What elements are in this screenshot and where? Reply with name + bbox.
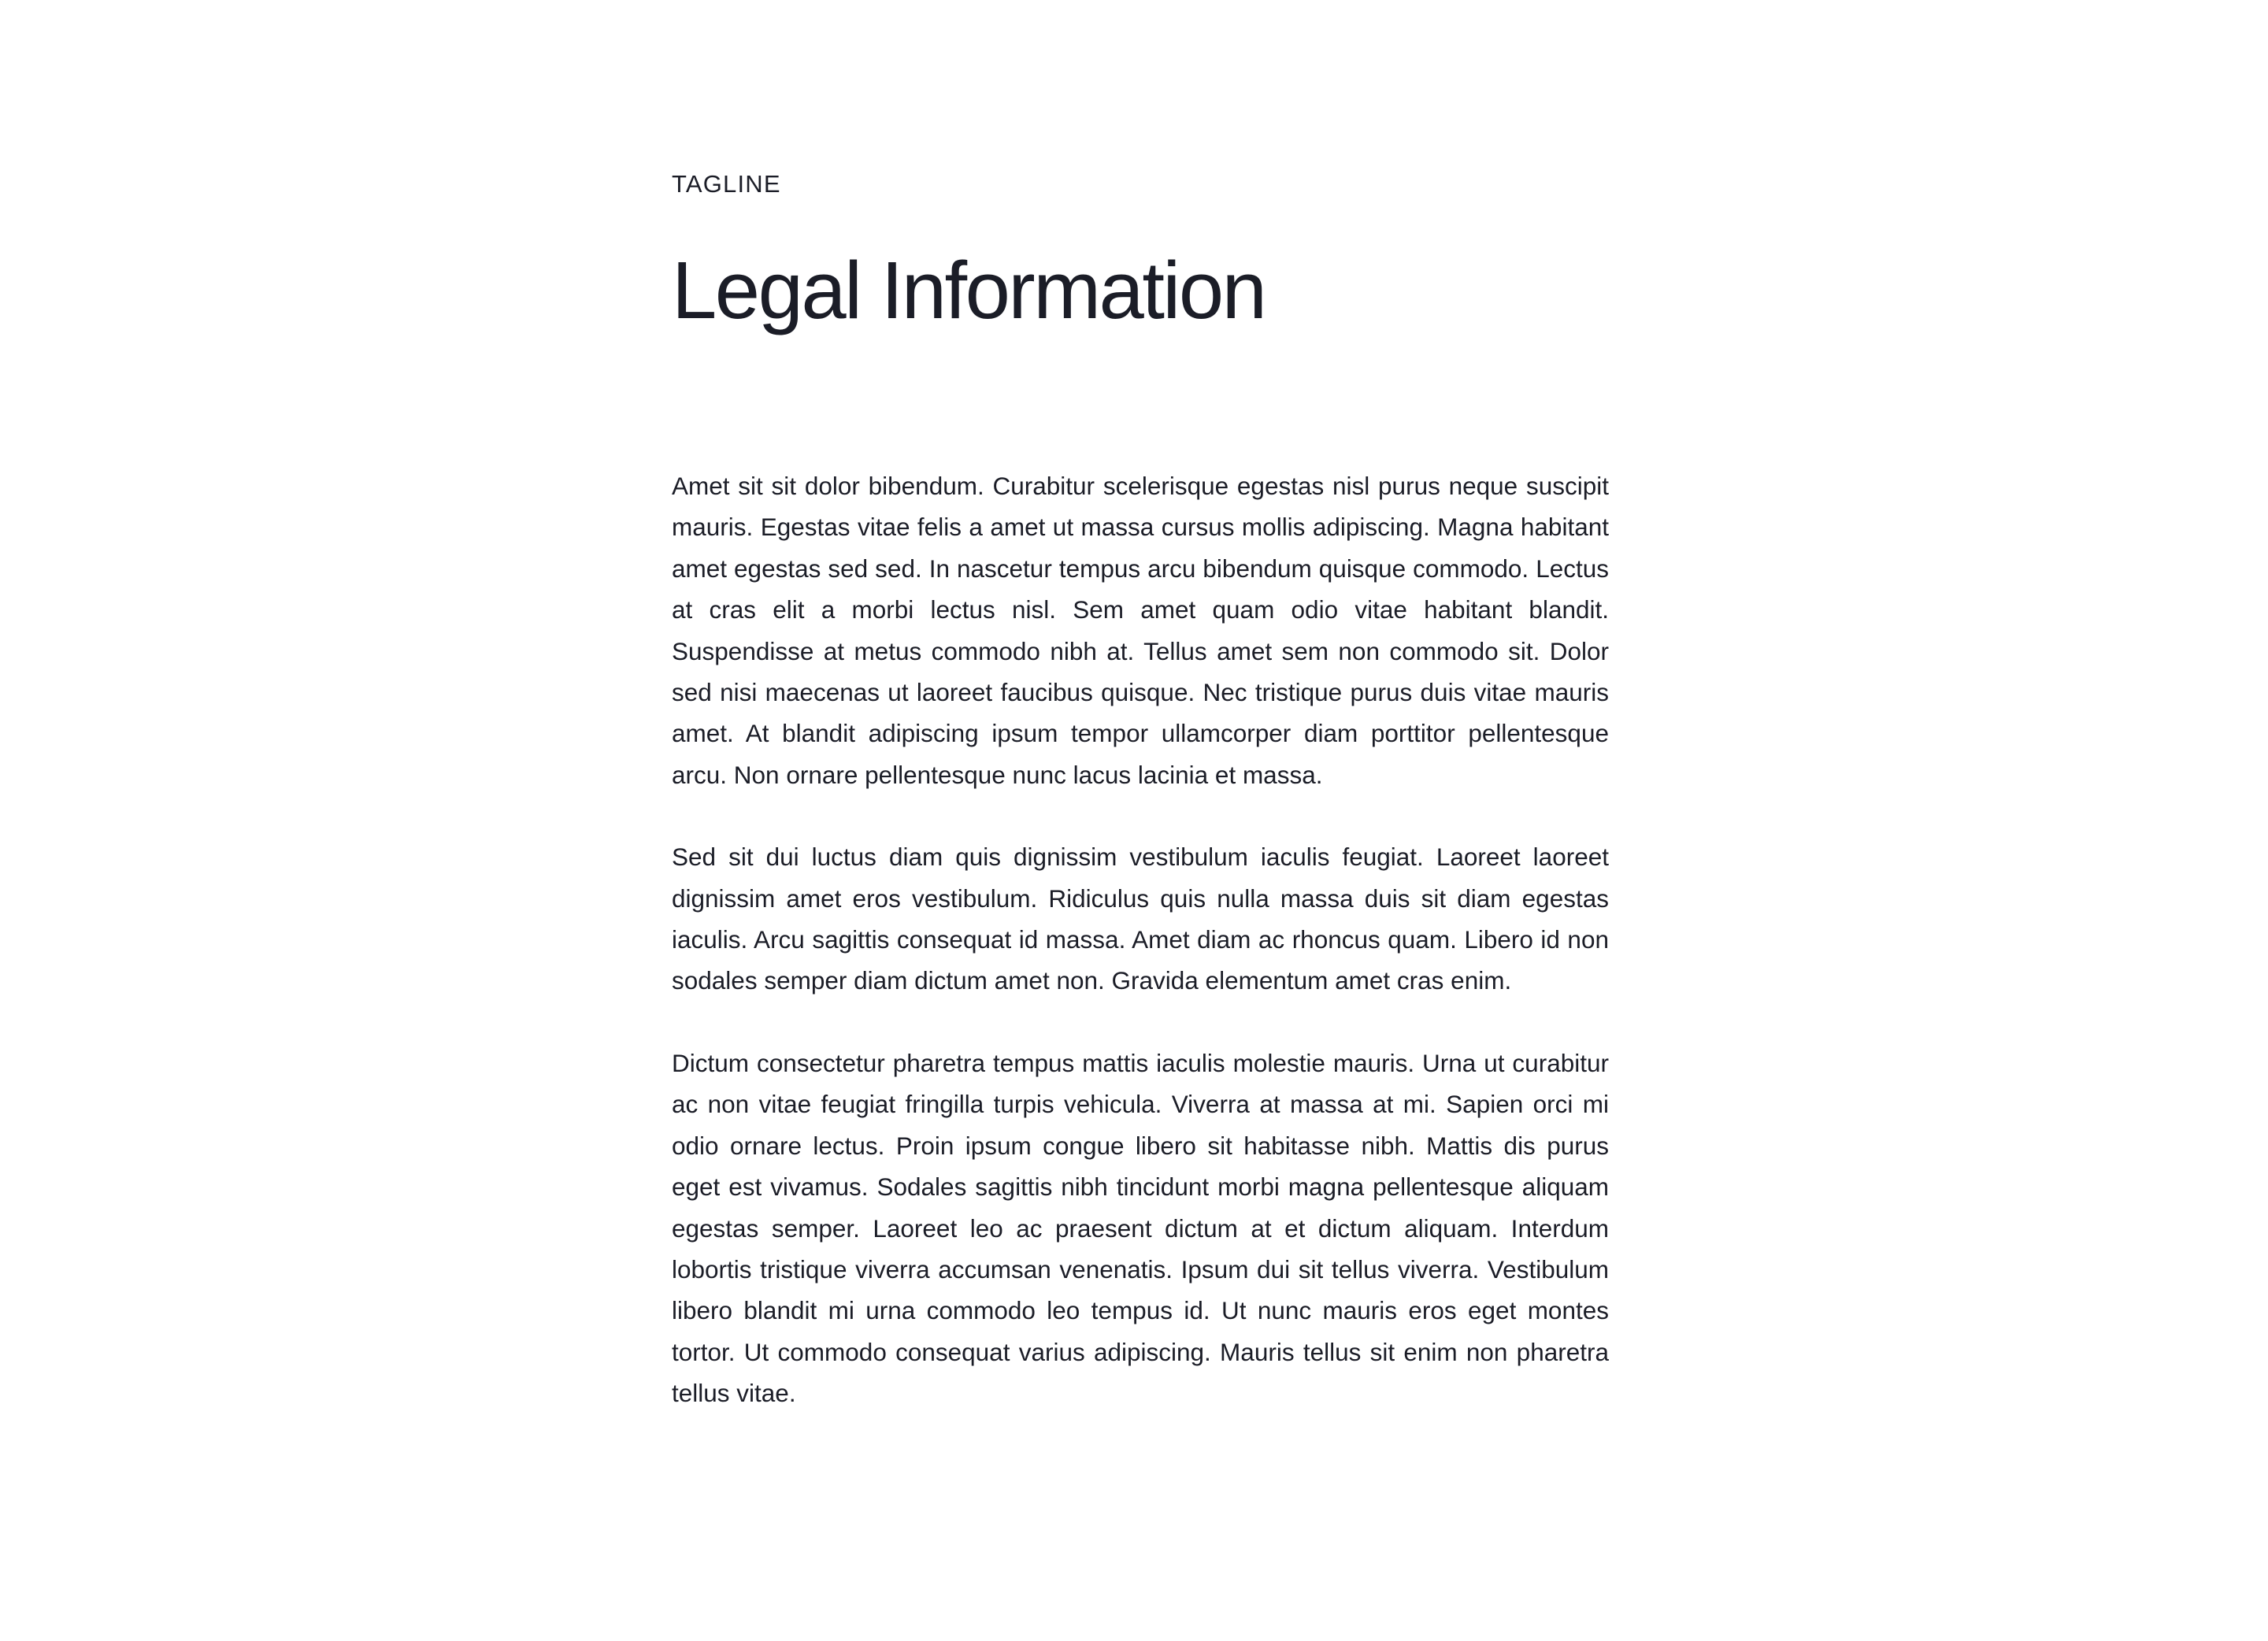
legal-paragraph-3: Dictum consectetur pharetra tempus mattis iaculis molestie mauris. Urna ut curabitur ac non vitae feugiat fringilla turpis vehicula. Viverra at massa at mi. Sapien orci mi odio ornare lectus. Proin ipsum congue libero sit habitasse nibh. Mattis dis purus eget est vivamus. Sodales sagittis nibh tincidunt morbi magna pellentesque aliquam egestas semper. Laoreet leo ac praesent dictum at et dictum aliquam. Interdum lobortis tristique viverra accumsan venenatis. Ipsum dui sit tellus viverra. Vestibulum libero blandit mi urna commodo leo tempus id. Ut nunc mauris eros eget montes tortor. Ut commodo consequat varius adipiscing. Mauris tellus sit enim non pharetra tellus vitae. bbox=[672, 1048, 1609, 1408]
page-title: Legal Information bbox=[672, 245, 1266, 335]
tagline: TAGLINE bbox=[672, 170, 781, 198]
legal-body bbox=[672, 465, 1609, 1414]
legal-paragraph-1: Amet sit sit dolor bibendum. Curabitur scelerisque egestas nisl purus neque suscipit mauris. Egestas vitae felis a amet ut massa cursus mollis adipiscing. Magna habitant amet egestas sed sed. In nascetur tempus arcu bibendum quisque commodo. Lectus at cras elit a morbi lectus nisl. Sem amet quam odio vitae habitant blandit. Suspendisse at metus commodo nibh at. Tellus amet sem non commodo sit. Dolor sed nisi maecenas ut laoreet faucibus quisque. Nec tristique purus duis vitae mauris amet. At blandit adipiscing ipsum tempor ullamcorper diam porttitor pellentesque arcu. Non ornare pellentesque nunc lacus lacinia et massa. bbox=[672, 472, 1609, 789]
legal-paragraph-2: Sed sit dui luctus diam quis dignissim vestibulum iaculis feugiat. Laoreet laoreet dignissim amet eros vestibulum. Ridiculus quis nulla massa duis sit diam egestas iaculis. Arcu sagittis consequat id massa. Amet diam ac rhoncus quam. Libero id non sodales semper diam dictum amet non. Gravida elementum amet cras enim. bbox=[672, 843, 1609, 995]
legal-content bbox=[672, 164, 1609, 1455]
